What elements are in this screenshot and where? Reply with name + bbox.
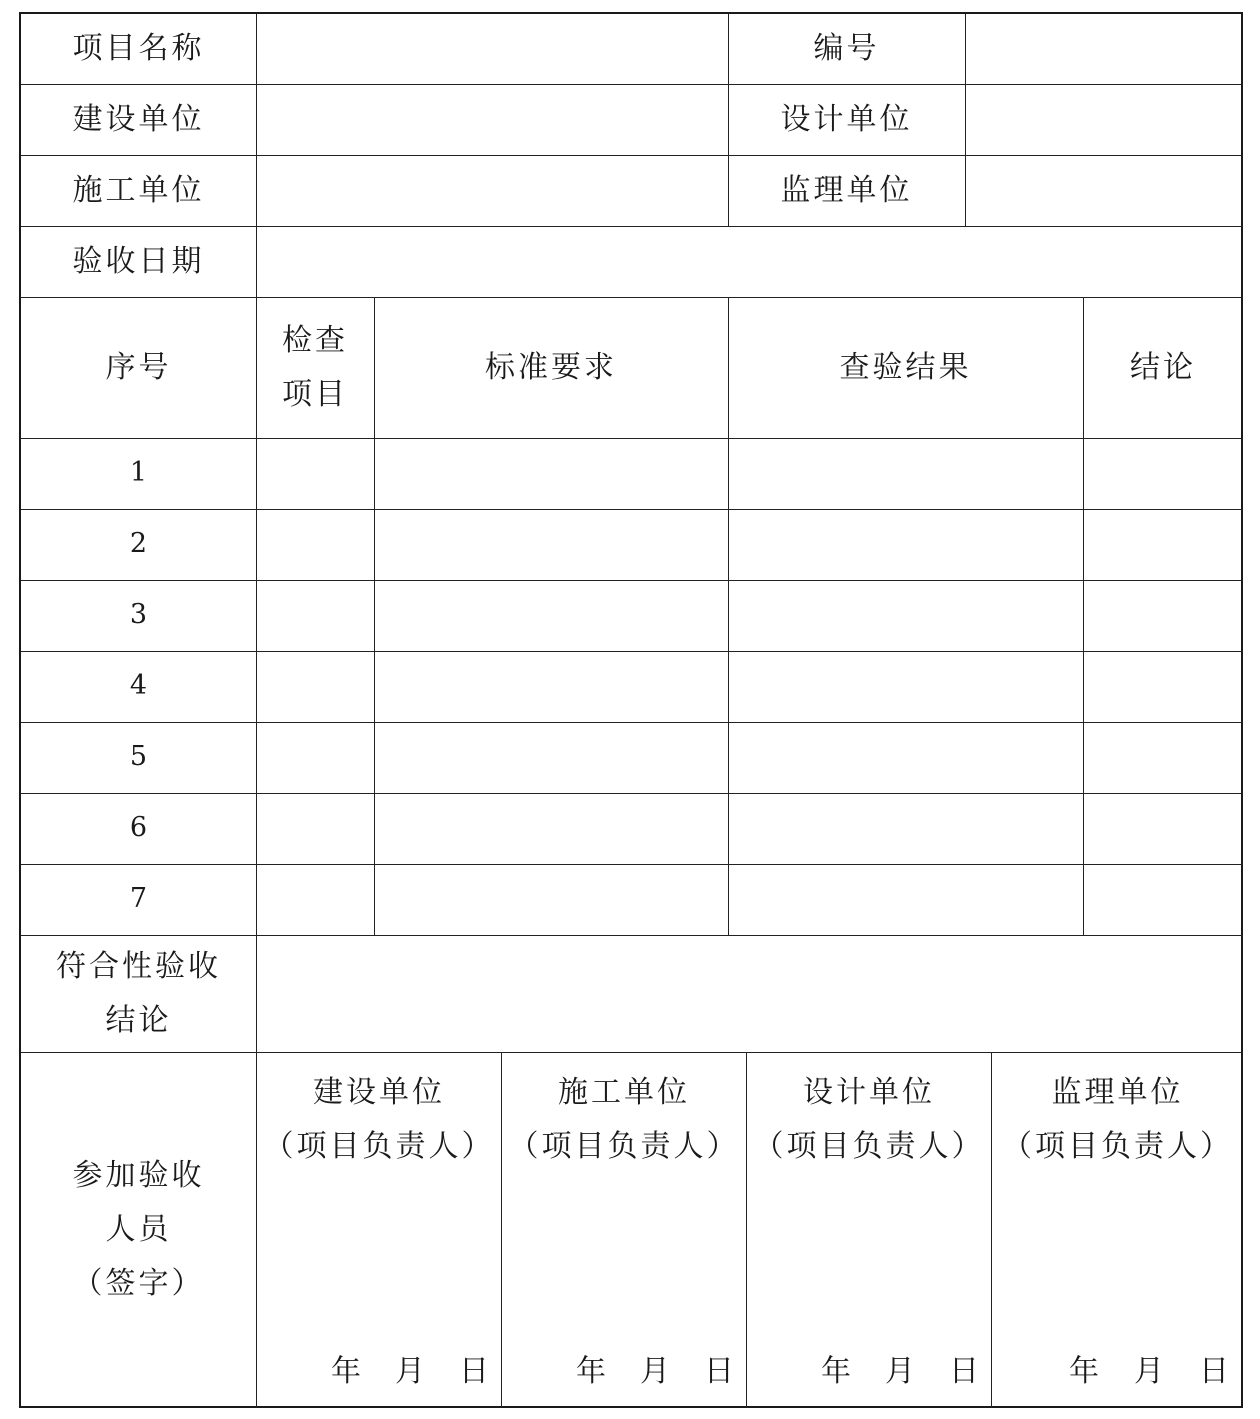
signature-unit-name: 建设单位 <box>313 1075 445 1110</box>
acceptance-date-field[interactable] <box>257 226 1243 297</box>
date-day: 日 <box>704 1354 734 1389</box>
participants-label <box>21 1052 256 1408</box>
date-day: 日 <box>459 1354 489 1389</box>
acceptance-form <box>19 12 1243 1408</box>
signature-role: （项目负责人） <box>1002 1129 1233 1164</box>
compliance-label <box>21 935 256 1052</box>
date-month: 月 <box>640 1354 670 1389</box>
builder-unit-label: 施工单位 <box>72 172 205 208</box>
date-year: 年 <box>821 1354 851 1389</box>
date-month: 月 <box>1134 1354 1164 1389</box>
signature-date-supervision <box>1069 1346 1229 1390</box>
design-unit-field[interactable] <box>966 84 1243 155</box>
design-unit-label: 设计单位 <box>780 101 913 137</box>
compliance-label-line1: 符合性验收 <box>56 948 221 984</box>
date-year: 年 <box>1069 1354 1099 1389</box>
row-number: 7 <box>129 883 148 915</box>
signature-date-design <box>821 1346 979 1390</box>
builder-unit-field[interactable] <box>257 155 728 226</box>
row-number: 5 <box>129 741 148 773</box>
signature-block-construction <box>257 1066 501 1174</box>
supervision-unit-label: 监理单位 <box>780 172 913 208</box>
construction-unit-label: 建设单位 <box>72 101 205 137</box>
date-year: 年 <box>331 1354 361 1389</box>
signature-unit-name: 设计单位 <box>803 1075 935 1110</box>
signature-block-supervision <box>992 1066 1243 1174</box>
signature-block-builder <box>502 1066 746 1174</box>
row-number: 3 <box>129 599 148 631</box>
signature-unit-name: 施工单位 <box>558 1075 690 1110</box>
signature-field-construction[interactable] <box>257 1184 501 1334</box>
participants-label-line2: 人员 <box>105 1212 172 1247</box>
date-day: 日 <box>1199 1354 1229 1389</box>
signature-role: （项目负责人） <box>753 1129 985 1164</box>
column-header-conclusion: 结论 <box>1130 349 1196 385</box>
participants-label-line1: 参加验收 <box>72 1158 205 1193</box>
signature-unit-name: 监理单位 <box>1051 1075 1184 1110</box>
row-number: 6 <box>129 812 148 844</box>
signature-date-builder <box>576 1346 734 1390</box>
row-number: 2 <box>129 528 148 560</box>
column-header-result: 查验结果 <box>839 349 972 385</box>
column-header-check-item <box>256 297 374 438</box>
compliance-field[interactable] <box>257 935 1243 1052</box>
row-number: 4 <box>129 670 148 702</box>
date-month: 月 <box>395 1354 425 1389</box>
date-month: 月 <box>885 1354 915 1389</box>
signature-field-design[interactable] <box>747 1184 991 1334</box>
signature-date-construction <box>331 1346 489 1390</box>
signature-role: （项目负责人） <box>263 1129 495 1164</box>
signature-field-supervision[interactable] <box>992 1184 1243 1334</box>
number-label: 编号 <box>813 31 880 66</box>
column-header-standard: 标准要求 <box>485 349 617 385</box>
column-header-check-item-line1: 检查 <box>282 322 348 358</box>
project-name-field[interactable] <box>257 14 728 84</box>
column-header-check-item-line2: 项目 <box>282 376 348 412</box>
number-field[interactable] <box>966 14 1243 84</box>
column-header-seq: 序号 <box>105 349 172 385</box>
acceptance-date-label: 验收日期 <box>72 243 205 279</box>
participants-label-line3: （签字） <box>72 1266 205 1301</box>
signature-field-builder[interactable] <box>502 1184 746 1334</box>
signature-block-design <box>747 1066 991 1174</box>
row-number: 1 <box>129 457 148 489</box>
date-day: 日 <box>949 1354 979 1389</box>
compliance-label-line2: 结论 <box>105 1002 172 1038</box>
signature-role: （项目负责人） <box>508 1129 740 1164</box>
construction-unit-field[interactable] <box>257 84 728 155</box>
project-name-label: 项目名称 <box>72 31 205 66</box>
date-year: 年 <box>576 1354 606 1389</box>
supervision-unit-field[interactable] <box>966 155 1243 226</box>
